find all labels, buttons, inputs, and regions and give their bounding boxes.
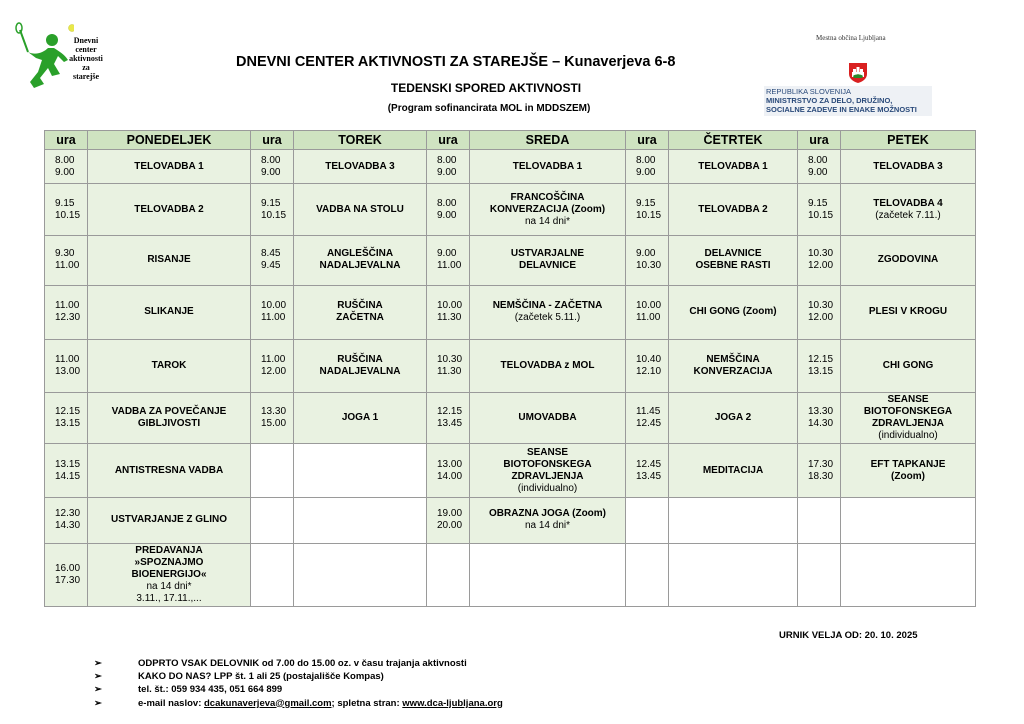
logo-text: Dnevni center aktivnosti za starejše	[69, 36, 103, 81]
time-cell: 8.00 9.00	[427, 184, 470, 236]
time-cell: 13.30 14.30	[798, 393, 841, 444]
time-cell: 12.45 13.45	[626, 444, 669, 498]
activity-cell: TELOVADBA 2	[669, 184, 798, 236]
opening-hours: ODPRTO VSAK DELOVNIK od 7.00 do 15.00 oz. v času trajanja aktivnosti	[138, 658, 467, 669]
activity-cell: VADBA NA STOLU	[294, 184, 427, 236]
table-row	[45, 498, 976, 544]
time-cell: 8.00 9.00	[626, 150, 669, 184]
web-label: ; spletna stran:	[331, 697, 403, 709]
column-header: SREDA	[470, 131, 626, 150]
time-cell: 10.30 12.00	[798, 285, 841, 339]
activity-cell: JOGA 2	[669, 393, 798, 444]
activity-cell: TAROK	[88, 339, 251, 393]
info-line	[94, 683, 503, 696]
activity-cell: CHI GONG (Zoom)	[669, 285, 798, 339]
page-title: DNEVNI CENTER AKTIVNOSTI ZA STAREJŠE – Kunaverjeva 6-8	[236, 54, 676, 70]
activity-cell	[669, 498, 798, 544]
activity-cell	[294, 444, 427, 498]
time-cell: 10.40 12.10	[626, 339, 669, 393]
column-header: ura	[251, 131, 294, 150]
bullet-icon: ➢	[94, 697, 102, 709]
page-subtitle: TEDENSKI SPORED AKTIVNOSTI	[390, 81, 582, 95]
municipality-label: Mestna občina Ljubljana	[816, 34, 886, 42]
time-cell: 17.30 18.30	[798, 444, 841, 498]
activity-cell: PLESI V KROGU	[841, 285, 976, 339]
time-cell	[626, 543, 669, 606]
table-row	[45, 444, 976, 498]
weekly-schedule-table	[44, 130, 976, 607]
activity-cell: NEMŠČINA KONVERZACIJA	[669, 339, 798, 393]
bullet-icon: ➢	[94, 684, 102, 696]
info-line	[94, 670, 503, 683]
activity-cell: TELOVADBA 1	[88, 150, 251, 184]
activity-cell: ANTISTRESNA VADBA	[88, 444, 251, 498]
time-cell: 9.30 11.00	[45, 236, 88, 286]
ministry-logo: REPUBLIKA SLOVENIJA MINISTRSTVO ZA DELO, DRUŽINO, SOCIALNE ZADEVE IN ENAKE MOŽNOSTI	[764, 86, 932, 116]
column-header: ČETRTEK	[669, 131, 798, 150]
time-cell: 8.00 9.00	[45, 150, 88, 184]
table-row	[45, 543, 976, 606]
column-header: PONEDELJEK	[88, 131, 251, 150]
activity-cell	[841, 498, 976, 544]
email-link[interactable]: dcakunaverjeva@gmail.com	[204, 697, 332, 709]
bullet-icon: ➢	[94, 671, 102, 683]
activity-cell: RISANJE	[88, 236, 251, 286]
time-cell: 9.15 10.15	[45, 184, 88, 236]
table-row	[45, 393, 976, 444]
activity-cell: TELOVADBA 3	[841, 150, 976, 184]
bullet-icon: ➢	[94, 658, 102, 669]
time-cell: 10.00 11.30	[427, 285, 470, 339]
time-cell: 13.30 15.00	[251, 393, 294, 444]
table-row	[45, 150, 976, 184]
column-header: PETEK	[841, 131, 976, 150]
activity-cell: TELOVADBA 1	[470, 150, 626, 184]
table-row	[45, 285, 976, 339]
time-cell: 9.15 10.15	[798, 184, 841, 236]
time-cell: 11.45 12.45	[626, 393, 669, 444]
activity-cell: JOGA 1	[294, 393, 427, 444]
contact-info	[94, 657, 503, 710]
valid-from: URNIK VELJA OD: 20. 10. 2025	[779, 630, 918, 641]
time-cell	[251, 444, 294, 498]
time-cell	[798, 543, 841, 606]
column-header: ura	[45, 131, 88, 150]
time-cell: 12.30 14.30	[45, 498, 88, 544]
activity-cell: SEANSE BIOTOFONSKEGA ZDRAVLJENJA (individualno)	[470, 444, 626, 498]
activity-cell: TELOVADBA z MOL	[470, 339, 626, 393]
activity-cell: FRANCOŠČINA KONVERZACIJA (Zoom) na 14 dni*	[470, 184, 626, 236]
activity-cell: TELOVADBA 2	[88, 184, 251, 236]
time-cell: 9.00 11.00	[427, 236, 470, 286]
time-cell: 11.00 12.30	[45, 285, 88, 339]
time-cell: 9.15 10.15	[626, 184, 669, 236]
activity-cell: RUŠČINA ZAČETNA	[294, 285, 427, 339]
activity-cell: SLIKANJE	[88, 285, 251, 339]
time-cell	[427, 543, 470, 606]
column-header: ura	[626, 131, 669, 150]
directions: KAKO DO NAS? LPP št. 1 ali 25 (postajališče Kompas)	[138, 671, 384, 683]
activity-cell: TELOVADBA 4 (začetek 7.11.)	[841, 184, 976, 236]
info-line	[94, 697, 503, 710]
activity-cell: PREDAVANJA »SPOZNAJMO BIOENERGIJO« na 14 dni* 3.11., 17.11.,...	[88, 543, 251, 606]
time-cell	[626, 498, 669, 544]
schedule-body	[45, 150, 976, 607]
activity-cell: UMOVADBA	[470, 393, 626, 444]
activity-cell	[294, 543, 427, 606]
time-cell	[798, 498, 841, 544]
activity-cell: DELAVNICE OSEBNE RASTI	[669, 236, 798, 286]
time-cell: 9.00 10.30	[626, 236, 669, 286]
activity-cell	[470, 543, 626, 606]
time-cell: 19.00 20.00	[427, 498, 470, 544]
activity-cell: RUŠČINA NADALJEVALNA	[294, 339, 427, 393]
column-header: TOREK	[294, 131, 427, 150]
activity-cell: MEDITACIJA	[669, 444, 798, 498]
time-cell: 10.00 11.00	[626, 285, 669, 339]
activity-cell: NEMŠČINA - ZAČETNA (začetek 5.11.)	[470, 285, 626, 339]
time-cell: 13.00 14.00	[427, 444, 470, 498]
time-cell: 12.15 13.45	[427, 393, 470, 444]
activity-cell: USTVARJALNE DELAVNICE	[470, 236, 626, 286]
time-cell: 12.15 13.15	[798, 339, 841, 393]
phone-numbers: tel. št.: 059 934 435, 051 664 899	[138, 684, 283, 696]
program-note: (Program sofinancirata MOL in MDDSZEM)	[387, 103, 591, 114]
table-header-row	[45, 131, 976, 150]
time-cell: 11.00 13.00	[45, 339, 88, 393]
time-cell: 13.15 14.15	[45, 444, 88, 498]
activity-cell	[294, 498, 427, 544]
table-row	[45, 236, 976, 286]
time-cell: 8.00 9.00	[251, 150, 294, 184]
table-row	[45, 184, 976, 236]
time-cell: 12.15 13.15	[45, 393, 88, 444]
time-cell: 8.00 9.00	[798, 150, 841, 184]
activity-cell: VADBA ZA POVEČANJE GIBLJIVOSTI	[88, 393, 251, 444]
time-cell: 10.30 12.00	[798, 236, 841, 286]
activity-cell: OBRAZNA JOGA (Zoom) na 14 dni*	[470, 498, 626, 544]
activity-cell: SEANSE BIOTOFONSKEGA ZDRAVLJENJA (individualno)	[841, 393, 976, 444]
website-link[interactable]: www.dca-ljubljana.org	[402, 697, 503, 709]
time-cell: 10.30 11.30	[427, 339, 470, 393]
activity-cell	[669, 543, 798, 606]
table-row	[45, 339, 976, 393]
activity-cell: USTVARJANJE Z GLINO	[88, 498, 251, 544]
info-line	[94, 657, 503, 670]
column-header: ura	[427, 131, 470, 150]
column-header: ura	[798, 131, 841, 150]
time-cell: 9.15 10.15	[251, 184, 294, 236]
activity-cell: EFT TAPKANJE (Zoom)	[841, 444, 976, 498]
activity-cell: CHI GONG	[841, 339, 976, 393]
time-cell: 8.45 9.45	[251, 236, 294, 286]
time-cell: 10.00 11.00	[251, 285, 294, 339]
time-cell	[251, 543, 294, 606]
time-cell	[251, 498, 294, 544]
activity-cell	[841, 543, 976, 606]
activity-cell: ANGLEŠČINA NADALJEVALNA	[294, 236, 427, 286]
activity-cell: ZGODOVINA	[841, 236, 976, 286]
time-cell: 8.00 9.00	[427, 150, 470, 184]
activity-cell: TELOVADBA 1	[669, 150, 798, 184]
time-cell: 11.00 12.00	[251, 339, 294, 393]
activity-cell: TELOVADBA 3	[294, 150, 427, 184]
time-cell: 16.00 17.30	[45, 543, 88, 606]
email-label: e-mail naslov:	[138, 697, 204, 709]
